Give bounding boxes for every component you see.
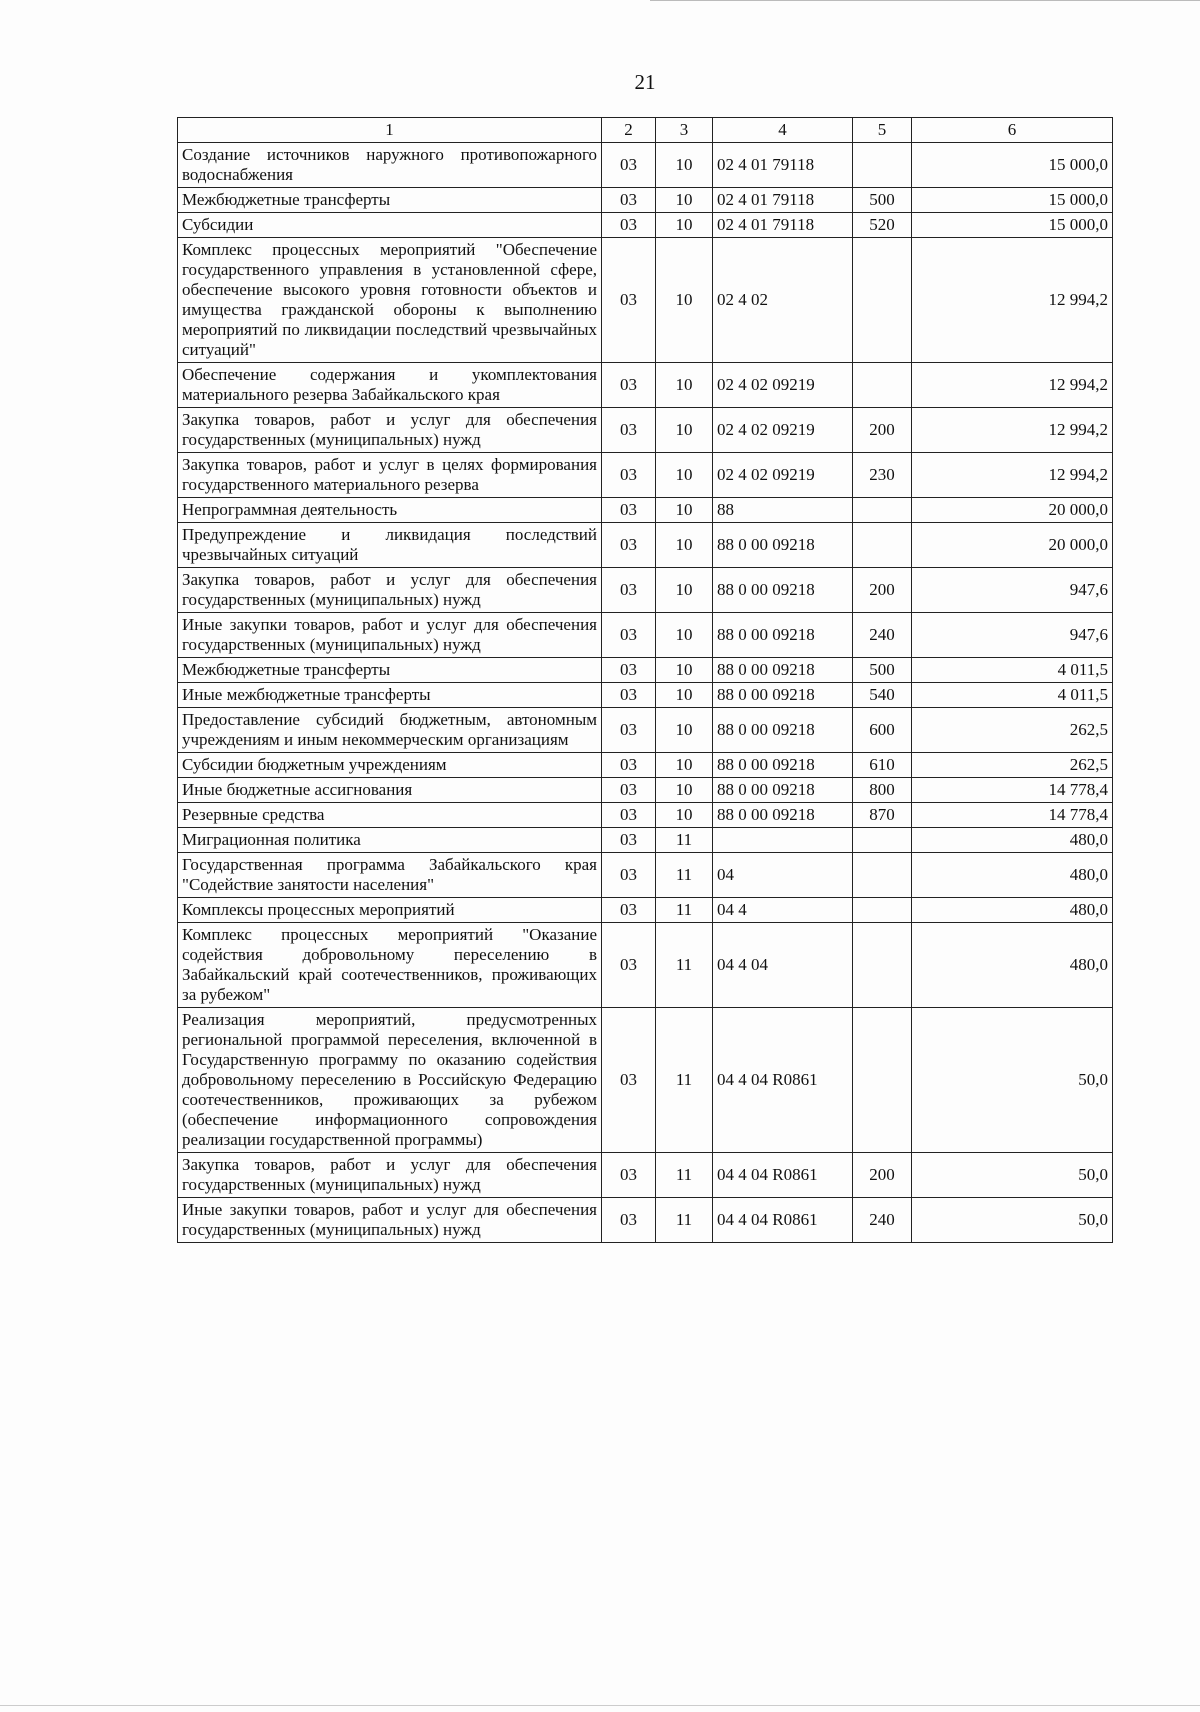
cell-section: 03 [602,613,656,658]
page-number: 21 [634,70,656,94]
table-row [178,213,1113,238]
cell-expense-type: 540 [853,683,912,708]
cell-section: 03 [602,188,656,213]
cell-subsection: 10 [656,778,713,803]
cell-target-code: 88 [713,498,853,523]
cell-amount: 50,0 [912,1008,1113,1153]
cell-section: 03 [602,1153,656,1198]
cell-name: Закупка товаров, работ и услуг для обеспечения государственных (муниципальных) нужд [178,408,602,453]
budget-table [177,117,1113,1243]
cell-section: 03 [602,1008,656,1153]
cell-target-code: 88 0 00 09218 [713,568,853,613]
table-row [178,828,1113,853]
cell-subsection: 10 [656,708,713,753]
cell-section: 03 [602,498,656,523]
cell-amount: 480,0 [912,898,1113,923]
cell-subsection: 11 [656,1008,713,1153]
cell-expense-type: 230 [853,453,912,498]
cell-expense-type: 870 [853,803,912,828]
cell-expense-type: 200 [853,408,912,453]
cell-subsection: 11 [656,828,713,853]
cell-expense-type [853,1008,912,1153]
cell-target-code: 04 4 04 R0861 [713,1153,853,1198]
cell-amount: 262,5 [912,708,1113,753]
cell-amount: 15 000,0 [912,143,1113,188]
cell-target-code: 02 4 02 [713,238,853,363]
table-row [178,708,1113,753]
cell-section: 03 [602,408,656,453]
table-row [178,498,1113,523]
cell-amount: 12 994,2 [912,238,1113,363]
cell-subsection: 10 [656,188,713,213]
scan-edge-top [650,0,1200,1]
cell-target-code: 88 0 00 09218 [713,523,853,568]
table-header-row [178,118,1113,143]
cell-name: Иные бюджетные ассигнования [178,778,602,803]
cell-subsection: 10 [656,658,713,683]
cell-target-code: 04 4 04 R0861 [713,1198,853,1243]
cell-section: 03 [602,898,656,923]
cell-target-code: 04 4 [713,898,853,923]
table-row [178,363,1113,408]
cell-target-code: 02 4 01 79118 [713,143,853,188]
cell-name: Создание источников наружного противопожарного водоснабжения [178,143,602,188]
cell-expense-type: 500 [853,658,912,683]
cell-section: 03 [602,363,656,408]
cell-name: Комплекс процессных мероприятий "Обеспечение государственного управления в установленной сфере, обеспечение высокого уровня готовности объектов и имущества гражданской обороны к выполнению мероприятий по ликвидации последствий чрезвычайных ситуаций" [178,238,602,363]
cell-subsection: 10 [656,453,713,498]
cell-subsection: 10 [656,213,713,238]
table-row [178,853,1113,898]
cell-name: Закупка товаров, работ и услуг для обеспечения государственных (муниципальных) нужд [178,568,602,613]
cell-expense-type [853,828,912,853]
cell-name: Предупреждение и ликвидация последствий чрезвычайных ситуаций [178,523,602,568]
cell-name: Реализация мероприятий, предусмотренных региональной программой переселения, включенной в Государственную программу по оказанию содействия добровольному переселению в Российскую Федерацию соотечественников, проживающих за рубежом (обеспечение информационного сопровождения реализации государственной программы) [178,1008,602,1153]
header-col-2: 2 [602,118,656,143]
cell-name: Межбюджетные трансферты [178,188,602,213]
cell-section: 03 [602,568,656,613]
cell-section: 03 [602,143,656,188]
table-row [178,923,1113,1008]
cell-target-code: 88 0 00 09218 [713,803,853,828]
cell-amount: 12 994,2 [912,453,1113,498]
cell-section: 03 [602,778,656,803]
cell-target-code: 88 0 00 09218 [713,613,853,658]
cell-section: 03 [602,923,656,1008]
scan-edge-bottom [0,1705,1200,1706]
cell-name: Комплексы процессных мероприятий [178,898,602,923]
cell-section: 03 [602,453,656,498]
cell-name: Субсидии бюджетным учреждениям [178,753,602,778]
cell-amount: 480,0 [912,853,1113,898]
table-row [178,143,1113,188]
cell-section: 03 [602,708,656,753]
table-row [178,658,1113,683]
cell-expense-type [853,923,912,1008]
cell-expense-type: 500 [853,188,912,213]
table-row [178,683,1113,708]
cell-target-code: 02 4 01 79118 [713,213,853,238]
cell-section: 03 [602,238,656,363]
cell-expense-type: 600 [853,708,912,753]
table-row [178,803,1113,828]
cell-section: 03 [602,1198,656,1243]
cell-name: Закупка товаров, работ и услуг в целях формирования государственного материального резерва [178,453,602,498]
cell-section: 03 [602,683,656,708]
cell-section: 03 [602,753,656,778]
cell-expense-type [853,363,912,408]
cell-name: Миграционная политика [178,828,602,853]
table-row [178,568,1113,613]
cell-subsection: 11 [656,1153,713,1198]
cell-amount: 14 778,4 [912,778,1113,803]
cell-amount: 4 011,5 [912,683,1113,708]
table-row [178,238,1113,363]
cell-expense-type: 610 [853,753,912,778]
table-row [178,778,1113,803]
cell-subsection: 10 [656,498,713,523]
cell-subsection: 10 [656,568,713,613]
table-row [178,523,1113,568]
cell-name: Иные межбюджетные трансферты [178,683,602,708]
cell-expense-type: 520 [853,213,912,238]
cell-expense-type: 200 [853,1153,912,1198]
cell-name: Иные закупки товаров, работ и услуг для обеспечения государственных (муниципальных) нужд [178,613,602,658]
cell-amount: 20 000,0 [912,498,1113,523]
table-row [178,1153,1113,1198]
cell-target-code: 88 0 00 09218 [713,778,853,803]
cell-name: Комплекс процессных мероприятий "Оказание содействия добровольному переселению в Забайкальский край соотечественников, проживающих за рубежом" [178,923,602,1008]
table-body [178,143,1113,1243]
cell-section: 03 [602,658,656,683]
cell-target-code: 04 4 04 R0861 [713,1008,853,1153]
cell-expense-type [853,898,912,923]
table-row [178,613,1113,658]
cell-expense-type: 240 [853,613,912,658]
cell-subsection: 10 [656,753,713,778]
table-row [178,453,1113,498]
cell-expense-type [853,143,912,188]
cell-expense-type [853,498,912,523]
table-row [178,408,1113,453]
cell-target-code: 04 4 04 [713,923,853,1008]
cell-amount: 12 994,2 [912,408,1113,453]
cell-subsection: 10 [656,408,713,453]
cell-target-code: 02 4 01 79118 [713,188,853,213]
cell-target-code: 02 4 02 09219 [713,453,853,498]
cell-expense-type: 800 [853,778,912,803]
cell-name: Закупка товаров, работ и услуг для обеспечения государственных (муниципальных) нужд [178,1153,602,1198]
cell-expense-type [853,853,912,898]
header-col-6: 6 [912,118,1113,143]
cell-expense-type: 240 [853,1198,912,1243]
cell-subsection: 10 [656,238,713,363]
cell-expense-type [853,523,912,568]
cell-name: Государственная программа Забайкальского края "Содействие занятости населения" [178,853,602,898]
cell-subsection: 10 [656,613,713,658]
cell-subsection: 10 [656,523,713,568]
cell-section: 03 [602,828,656,853]
cell-name: Субсидии [178,213,602,238]
cell-amount: 947,6 [912,613,1113,658]
cell-section: 03 [602,853,656,898]
header-col-5: 5 [853,118,912,143]
cell-expense-type: 200 [853,568,912,613]
cell-target-code: 02 4 02 09219 [713,363,853,408]
cell-target-code: 88 0 00 09218 [713,683,853,708]
header-col-4: 4 [713,118,853,143]
cell-section: 03 [602,213,656,238]
cell-name: Обеспечение содержания и укомплектования материального резерва Забайкальского края [178,363,602,408]
cell-amount: 262,5 [912,753,1113,778]
cell-amount: 480,0 [912,828,1113,853]
cell-expense-type [853,238,912,363]
cell-name: Непрограммная деятельность [178,498,602,523]
table-row [178,753,1113,778]
cell-name: Межбюджетные трансферты [178,658,602,683]
cell-section: 03 [602,523,656,568]
cell-name: Резервные средства [178,803,602,828]
cell-amount: 20 000,0 [912,523,1113,568]
cell-target-code: 88 0 00 09218 [713,658,853,683]
cell-subsection: 11 [656,1198,713,1243]
cell-amount: 12 994,2 [912,363,1113,408]
cell-amount: 15 000,0 [912,213,1113,238]
table-row [178,188,1113,213]
cell-target-code: 88 0 00 09218 [713,753,853,778]
cell-subsection: 11 [656,853,713,898]
cell-target-code: 04 [713,853,853,898]
table-row [178,1198,1113,1243]
header-col-1: 1 [178,118,602,143]
cell-amount: 14 778,4 [912,803,1113,828]
cell-subsection: 10 [656,803,713,828]
cell-subsection: 11 [656,898,713,923]
cell-subsection: 10 [656,363,713,408]
table-row [178,1008,1113,1153]
cell-amount: 50,0 [912,1198,1113,1243]
cell-name: Предоставление субсидий бюджетным, автономным учреждениям и иным некоммерческим организациям [178,708,602,753]
cell-section: 03 [602,803,656,828]
cell-amount: 50,0 [912,1153,1113,1198]
cell-name: Иные закупки товаров, работ и услуг для обеспечения государственных (муниципальных) нужд [178,1198,602,1243]
cell-subsection: 10 [656,143,713,188]
cell-amount: 15 000,0 [912,188,1113,213]
cell-amount: 947,6 [912,568,1113,613]
cell-subsection: 11 [656,923,713,1008]
cell-amount: 4 011,5 [912,658,1113,683]
header-col-3: 3 [656,118,713,143]
cell-amount: 480,0 [912,923,1113,1008]
cell-target-code [713,828,853,853]
table-row [178,898,1113,923]
cell-subsection: 10 [656,683,713,708]
cell-target-code: 02 4 02 09219 [713,408,853,453]
cell-target-code: 88 0 00 09218 [713,708,853,753]
